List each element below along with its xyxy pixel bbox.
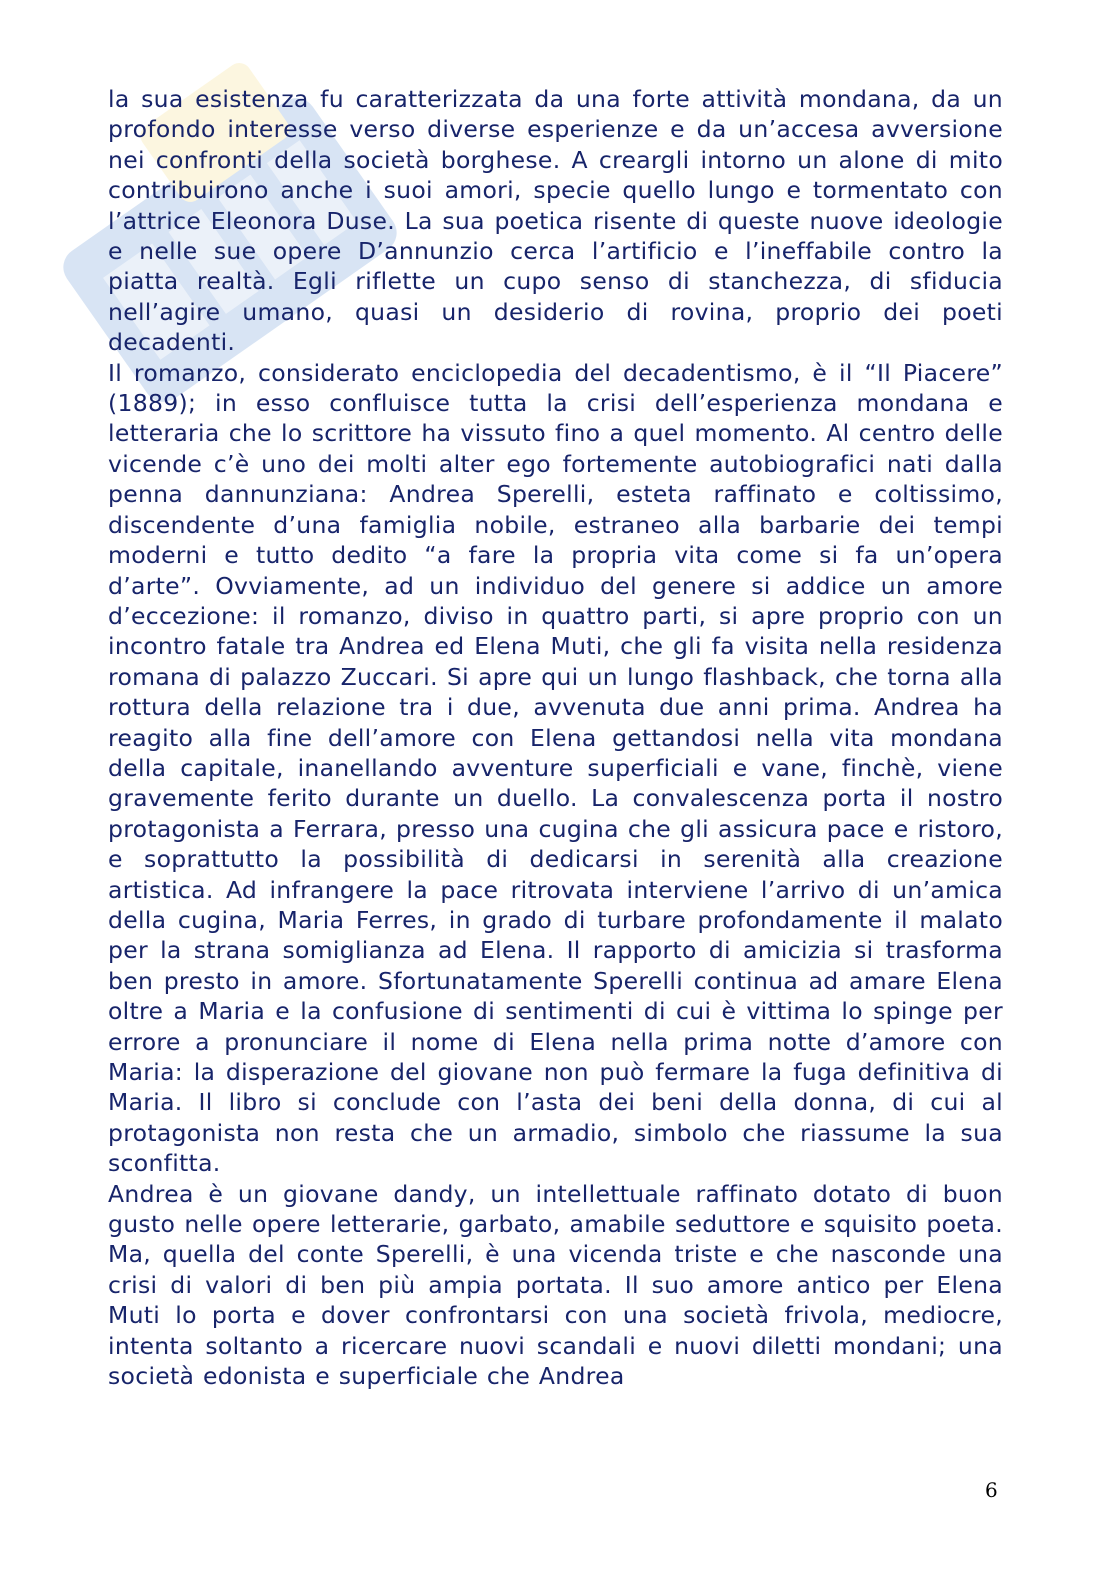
paragraph-1: la sua esistenza fu caratterizzata da una forte attività mondana, da un profondo interesse verso diverse esperienze e da un’accesa avversione nei confronti della società borghese. A creargli intorno un alone di mito contribuirono anche i suoi amori, specie quello lungo e tormentato con l’attrice Eleonora Duse. La sua poetica risente di queste nuove ideologie e nelle sue opere D’annunzio cerca l’artificio e l’ineffabile contro la piatta realtà. Egli riflette un cupo senso di stanchezza, di sfiducia nell’agire umano, quasi un desiderio di rovina, proprio dei poeti decadenti. [108, 85, 1003, 357]
page-number: 6 [985, 1478, 998, 1502]
paragraph-3: Andrea è un giovane dandy, un intellettuale raffinato dotato di buon gusto nelle opere letterarie, garbato, amabile seduttore e squisito poeta. Ma, quella del conte Sperelli, è una vicenda triste e che nasconde una crisi di valori di ben più ampia portata. Il suo amore antico per Elena Muti lo porta e dover confrontarsi con una società frivola, mediocre, intenta soltanto a ricercare nuovi scandali e nuovi diletti mondani; una società edonista e superficiale che Andrea [108, 1179, 1003, 1391]
document-body [108, 84, 1003, 1391]
paragraph-2: Il romanzo, considerato enciclopedia del decadentismo, è il “Il Piacere” (1889); in esso confluisce tutta la crisi dell’esperienza mondana e letteraria che lo scrittore ha vissuto fino a quel momento. Al centro delle vicende c’è uno dei molti alter ego fortemente autobiografici nati dalla penna dannunziana: Andrea Sperelli, esteta raffinato e coltissimo, discendente d’una famiglia nobile, estraneo alla barbarie dei tempi moderni e tutto dedito “a fare la propria vita come si fa un’opera d’arte”. Ovviamente, ad un individuo del genere si addice un amore d’eccezione: il romanzo, diviso in quattro parti, si apre proprio con un incontro fatale tra Andrea ed Elena Muti, che gli fa visita nella residenza romana di palazzo Zuccari. Si apre qui un lungo flashback, che torna alla rottura della relazione tra i due, avvenuta due anni prima. Andrea ha reagito alla fine dell’amore con Elena gettandosi nella vita mondana della capitale, inanellando avventure superficiali e vane, finchè, viene gravemente ferito durante un duello. La convalescenza porta il nostro protagonista a Ferrara, presso una cugina che gli assicura pace e ristoro, e soprattutto la possibilità di dedicarsi in serenità alla creazione artistica. Ad infrangere la pace ritrovata interviene l’arrivo di un’amica della cugina, Maria Ferres, in grado di turbare profondamente il malato per la strana somiglianza ad Elena. Il rapporto di amicizia si trasforma ben presto in amore. Sfortunatamente Sperelli continua ad amare Elena oltre a Maria e la confusione di sentimenti di cui è vittima lo spinge per errore a pronunciare il nome di Elena nella prima notte d’amore con Maria: la disperazione del giovane non può fermare la fuga definitiva di Maria. Il libro si conclude con l’asta dei beni della donna, di cui al protagonista non resta che un armadio, simbolo che riassume la sua sconfitta. [108, 358, 1003, 1178]
